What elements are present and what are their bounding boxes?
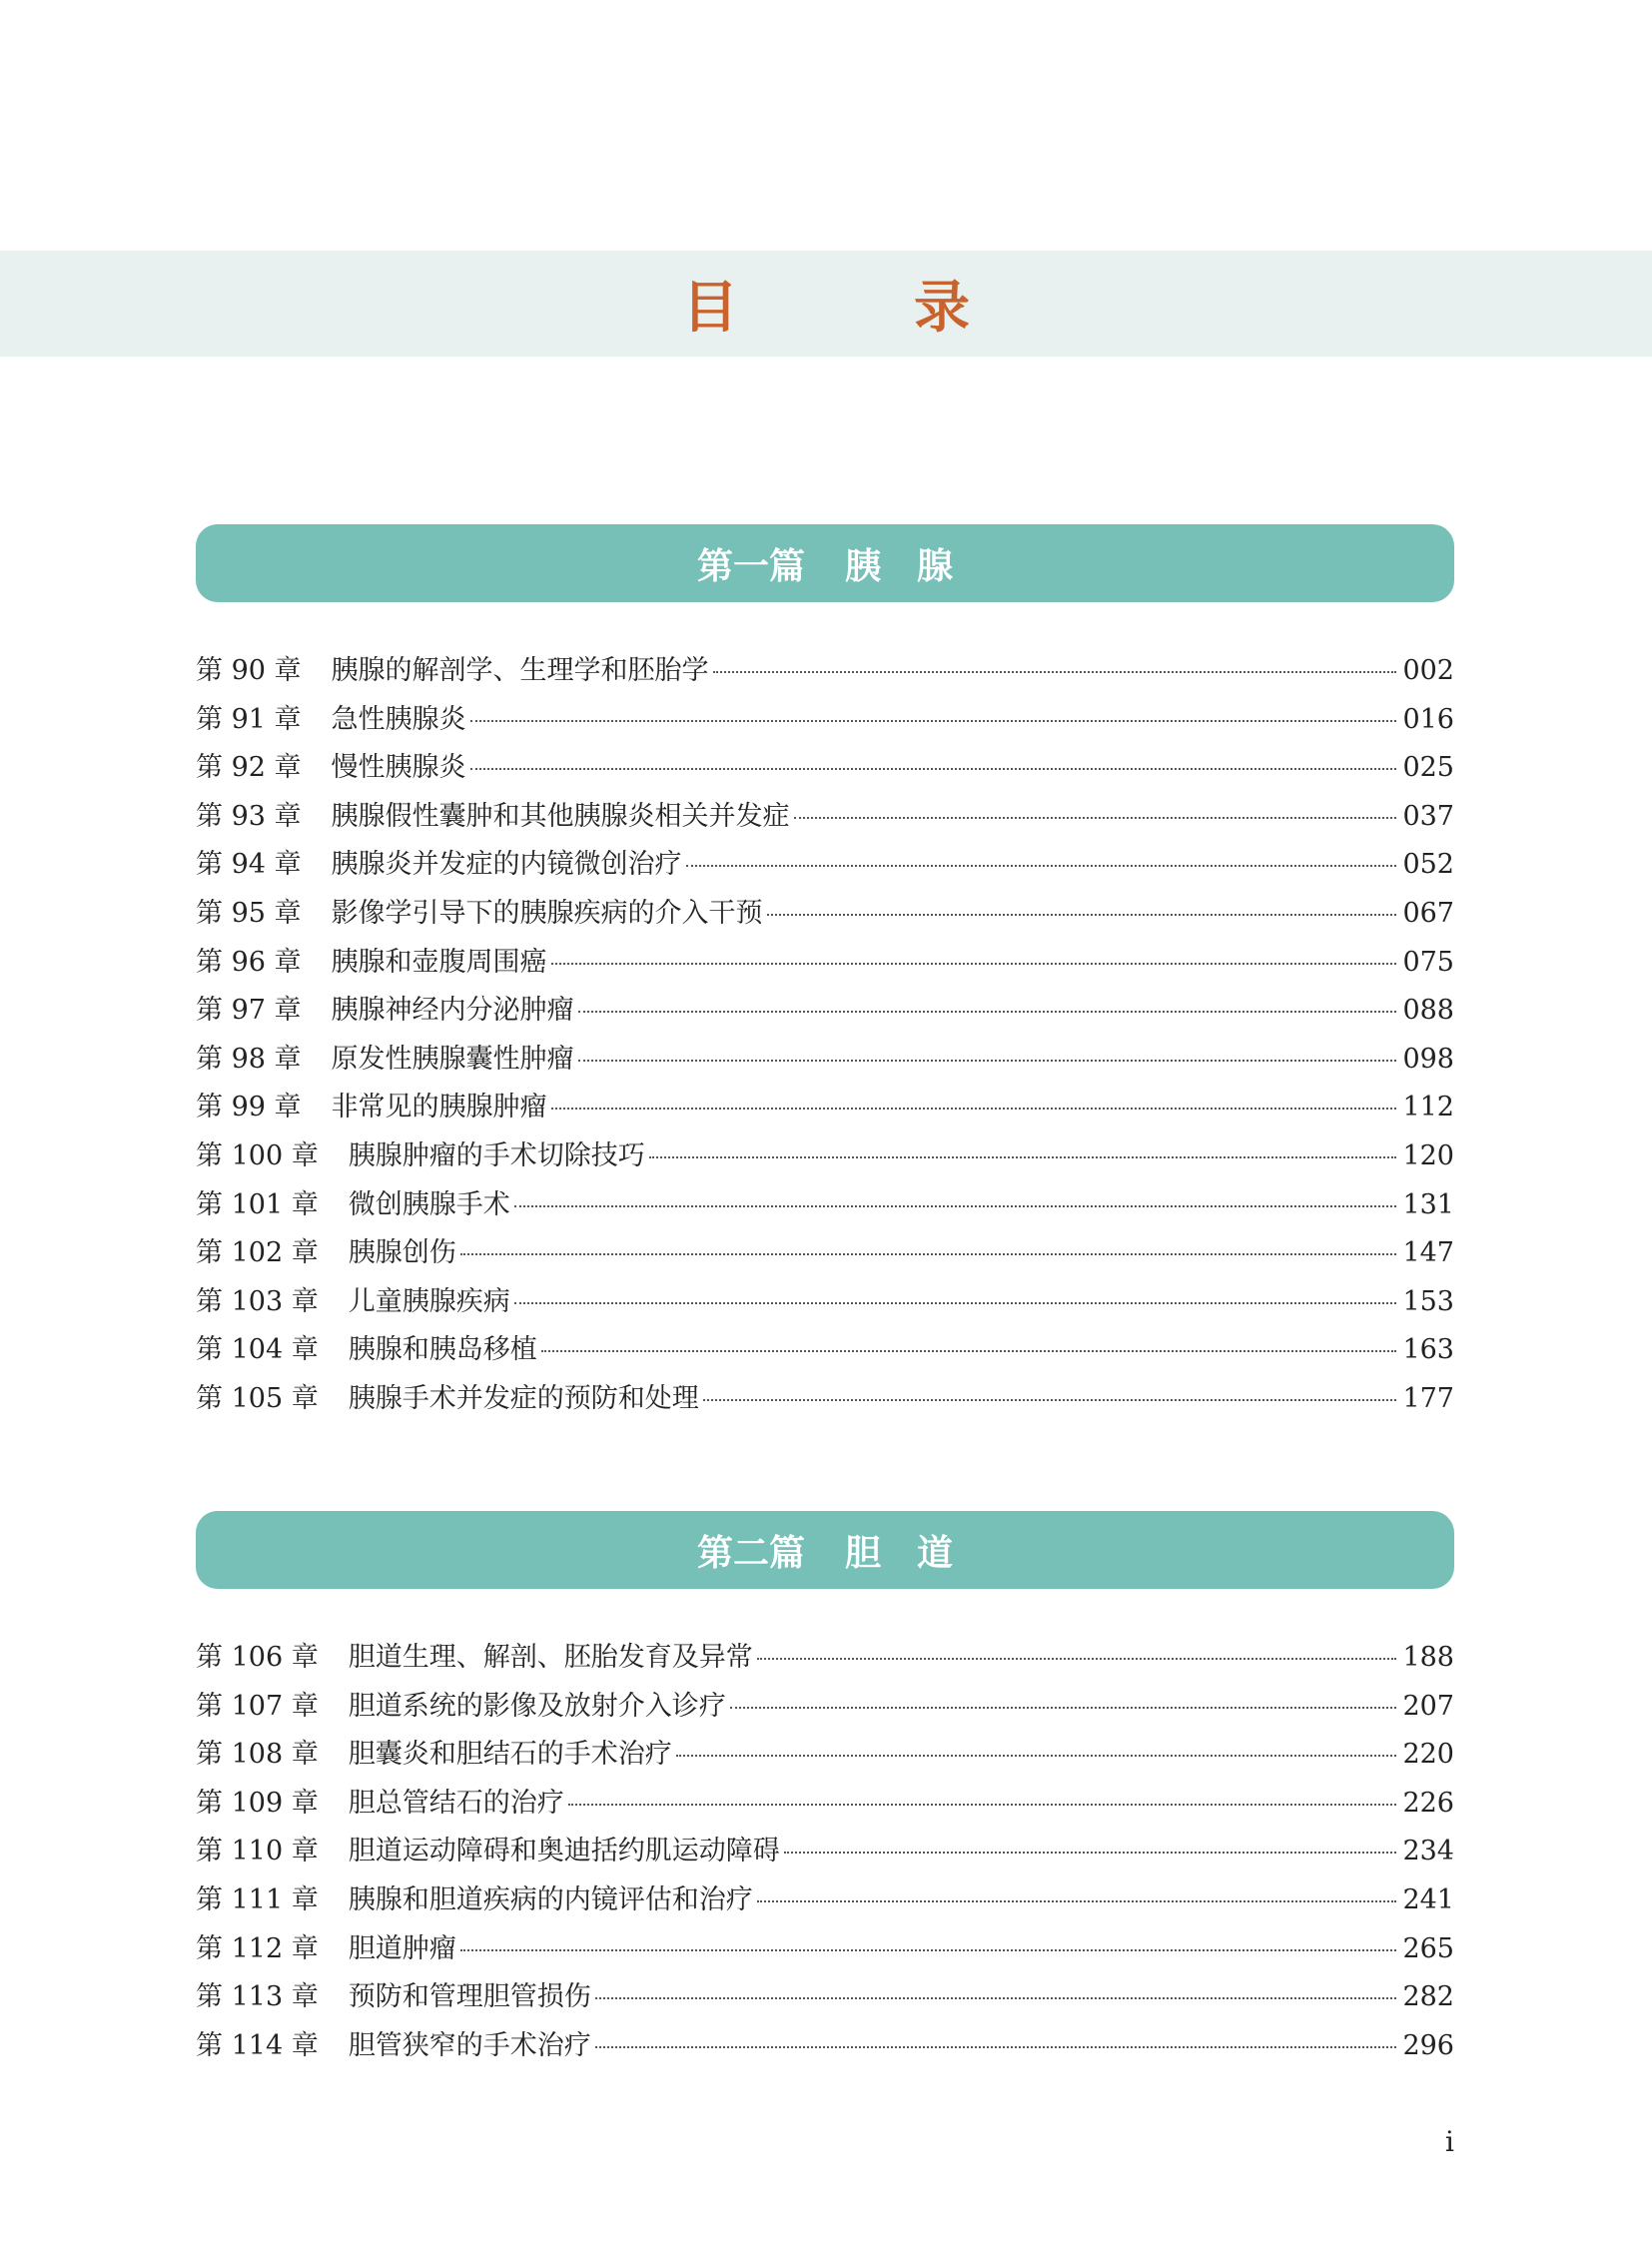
- dot-leader: [578, 1011, 1397, 1013]
- dot-leader: [568, 1804, 1397, 1806]
- chapter-number: 第 106 章: [196, 1642, 319, 1673]
- section-name-label: 胆 道: [845, 1532, 954, 1574]
- chapter-number: 第 90 章: [196, 655, 302, 686]
- dot-leader: [649, 1156, 1397, 1158]
- dot-leader: [713, 671, 1397, 673]
- dot-leader: [676, 1755, 1397, 1757]
- page-ref: 226: [1402, 1787, 1454, 1819]
- page-ref: 016: [1402, 703, 1454, 735]
- toc-entry[interactable]: [196, 1279, 1454, 1328]
- dot-leader: [578, 1060, 1397, 1062]
- page-ref: 131: [1402, 1188, 1454, 1220]
- dot-leader: [460, 1949, 1397, 1951]
- dot-leader: [514, 1302, 1397, 1304]
- chapter-title: 急性胰腺炎: [331, 703, 466, 735]
- page-ref: 220: [1402, 1739, 1454, 1771]
- dot-leader: [757, 1900, 1397, 1902]
- section-part-label: 第二篇: [696, 1532, 805, 1574]
- chapter-number: 第 114 章: [196, 2029, 319, 2061]
- chapter-title: 预防和管理胆管损伤: [348, 1981, 591, 2013]
- toc-entry[interactable]: [196, 1085, 1454, 1133]
- toc-entry[interactable]: [196, 1230, 1454, 1279]
- page-ref: 265: [1402, 1932, 1454, 1964]
- chapter-title: 慢性胰腺炎: [331, 752, 466, 784]
- dot-leader: [595, 2046, 1397, 2048]
- section-name-label: 胰 腺: [845, 545, 954, 587]
- chapter-number: 第 109 章: [196, 1787, 319, 1819]
- dot-leader: [595, 1997, 1397, 1999]
- chapter-title: 胆管狭窄的手术治疗: [348, 2029, 591, 2061]
- chapter-number: 第 96 章: [196, 946, 302, 978]
- dot-leader: [730, 1707, 1397, 1709]
- page-title: 目 录: [682, 275, 1030, 341]
- toc-entry[interactable]: [196, 940, 1454, 989]
- toc-entry[interactable]: [196, 1182, 1454, 1231]
- chapter-title: 微创胰腺手术: [348, 1188, 510, 1220]
- chapter-title: 影像学引导下的胰腺疾病的介入干预: [331, 897, 763, 929]
- dot-leader: [470, 768, 1397, 770]
- dot-leader: [470, 720, 1397, 722]
- dot-leader: [551, 963, 1397, 965]
- chapter-number: 第 91 章: [196, 703, 302, 735]
- dot-leader: [757, 1658, 1397, 1660]
- chapter-title: 胆道运动障碍和奥迪括约肌运动障碍: [348, 1836, 780, 1868]
- chapter-number: 第 113 章: [196, 1981, 319, 2013]
- dot-leader: [460, 1253, 1397, 1255]
- page-ref: 052: [1402, 849, 1454, 881]
- toc-entry[interactable]: [196, 1974, 1454, 2023]
- toc-entry[interactable]: [196, 1829, 1454, 1877]
- toc-entry[interactable]: [196, 745, 1454, 794]
- chapter-number: 第 104 章: [196, 1334, 319, 1366]
- toc-entry[interactable]: [196, 1133, 1454, 1182]
- chapter-title: 胰腺和胆道疾病的内镜评估和治疗: [348, 1883, 753, 1915]
- chapter-number: 第 94 章: [196, 849, 302, 881]
- section-biliary: [196, 1511, 1454, 2071]
- dot-leader: [541, 1350, 1397, 1352]
- chapter-title: 胰腺假性囊肿和其他胰腺炎相关并发症: [331, 800, 790, 832]
- toc-entry[interactable]: [196, 1877, 1454, 1926]
- toc-entry[interactable]: [196, 842, 1454, 891]
- toc-entry[interactable]: [196, 648, 1454, 697]
- page-ref: 120: [1402, 1139, 1454, 1171]
- toc-entry[interactable]: [196, 1327, 1454, 1376]
- chapter-title: 胆道生理、解剖、胚胎发育及异常: [348, 1642, 753, 1673]
- dot-leader: [784, 1852, 1397, 1854]
- chapter-number: 第 100 章: [196, 1139, 319, 1171]
- chapter-number: 第 108 章: [196, 1739, 319, 1771]
- page-ref: 147: [1402, 1237, 1454, 1269]
- toc-entry[interactable]: [196, 1635, 1454, 1684]
- toc-list: [196, 648, 1454, 1425]
- toc-entry[interactable]: [196, 1037, 1454, 1086]
- page-ref: 002: [1402, 655, 1454, 686]
- page-ref: 075: [1402, 946, 1454, 978]
- page-ref: 112: [1402, 1092, 1454, 1123]
- chapter-title: 原发性胰腺囊性肿瘤: [331, 1043, 574, 1075]
- chapter-title: 胰腺肿瘤的手术切除技巧: [348, 1139, 645, 1171]
- toc-entry[interactable]: [196, 1732, 1454, 1781]
- toc-entry[interactable]: [196, 2023, 1454, 2072]
- chapter-number: 第 111 章: [196, 1883, 319, 1915]
- chapter-number: 第 98 章: [196, 1043, 302, 1075]
- dot-leader: [514, 1205, 1397, 1207]
- chapter-number: 第 95 章: [196, 897, 302, 929]
- toc-list: [196, 1635, 1454, 2071]
- page-ref: 098: [1402, 1043, 1454, 1075]
- page-ref: 037: [1402, 800, 1454, 832]
- chapter-number: 第 102 章: [196, 1237, 319, 1269]
- page-ref: 188: [1402, 1642, 1454, 1673]
- page-ref: 067: [1402, 897, 1454, 929]
- chapter-title: 胰腺神经内分泌肿瘤: [331, 995, 574, 1027]
- chapter-number: 第 110 章: [196, 1836, 319, 1868]
- chapter-title: 胰腺和壶腹周围癌: [331, 946, 547, 978]
- dot-leader: [686, 865, 1397, 867]
- chapter-number: 第 99 章: [196, 1092, 302, 1123]
- section-header: [196, 1511, 1454, 1589]
- chapter-number: 第 97 章: [196, 995, 302, 1027]
- page-ref: 025: [1402, 752, 1454, 784]
- chapter-number: 第 93 章: [196, 800, 302, 832]
- toc-entry[interactable]: [196, 1781, 1454, 1830]
- chapter-number: 第 112 章: [196, 1932, 319, 1964]
- page-ref: 234: [1402, 1836, 1454, 1868]
- chapter-number: 第 105 章: [196, 1382, 319, 1414]
- chapter-title: 胆道系统的影像及放射介入诊疗: [348, 1690, 726, 1722]
- chapter-title: 胰腺的解剖学、生理学和胚胎学: [331, 655, 709, 686]
- chapter-title: 胆囊炎和胆结石的手术治疗: [348, 1739, 672, 1771]
- section-part-label: 第一篇: [696, 545, 805, 587]
- chapter-number: 第 101 章: [196, 1188, 319, 1220]
- chapter-title: 胰腺炎并发症的内镜微创治疗: [331, 849, 682, 881]
- chapter-title: 胆道肿瘤: [348, 1932, 456, 1964]
- dot-leader: [794, 817, 1397, 819]
- page-ref: 153: [1402, 1285, 1454, 1317]
- section-pancreas: [196, 524, 1454, 1425]
- toc-entry[interactable]: [196, 1684, 1454, 1733]
- toc-entry[interactable]: [196, 697, 1454, 746]
- toc-entry[interactable]: [196, 794, 1454, 843]
- chapter-title: 儿童胰腺疾病: [348, 1285, 510, 1317]
- page-ref: 241: [1402, 1883, 1454, 1915]
- chapter-number: 第 92 章: [196, 752, 302, 784]
- page-number: i: [1445, 2125, 1454, 2158]
- toc-entry[interactable]: [196, 1376, 1454, 1425]
- chapter-title: 胰腺手术并发症的预防和处理: [348, 1382, 699, 1414]
- chapter-title: 胰腺和胰岛移植: [348, 1334, 537, 1366]
- chapter-number: 第 103 章: [196, 1285, 319, 1317]
- page-ref: 282: [1402, 1981, 1454, 2013]
- page-ref: 177: [1402, 1382, 1454, 1414]
- dot-leader: [703, 1399, 1397, 1401]
- chapter-title: 胆总管结石的治疗: [348, 1787, 564, 1819]
- toc-entry[interactable]: [196, 891, 1454, 940]
- chapter-title: 胰腺创伤: [348, 1237, 456, 1269]
- chapter-title: 非常见的胰腺肿瘤: [331, 1092, 547, 1123]
- section-header: [196, 524, 1454, 602]
- dot-leader: [551, 1108, 1397, 1110]
- title-band: [0, 251, 1652, 357]
- page-ref: 207: [1402, 1690, 1454, 1722]
- chapter-number: 第 107 章: [196, 1690, 319, 1722]
- dot-leader: [767, 914, 1397, 916]
- page-ref: 163: [1402, 1334, 1454, 1366]
- page-ref: 088: [1402, 995, 1454, 1027]
- page-ref: 296: [1402, 2029, 1454, 2061]
- toc-entry[interactable]: [196, 1926, 1454, 1975]
- toc-entry[interactable]: [196, 988, 1454, 1037]
